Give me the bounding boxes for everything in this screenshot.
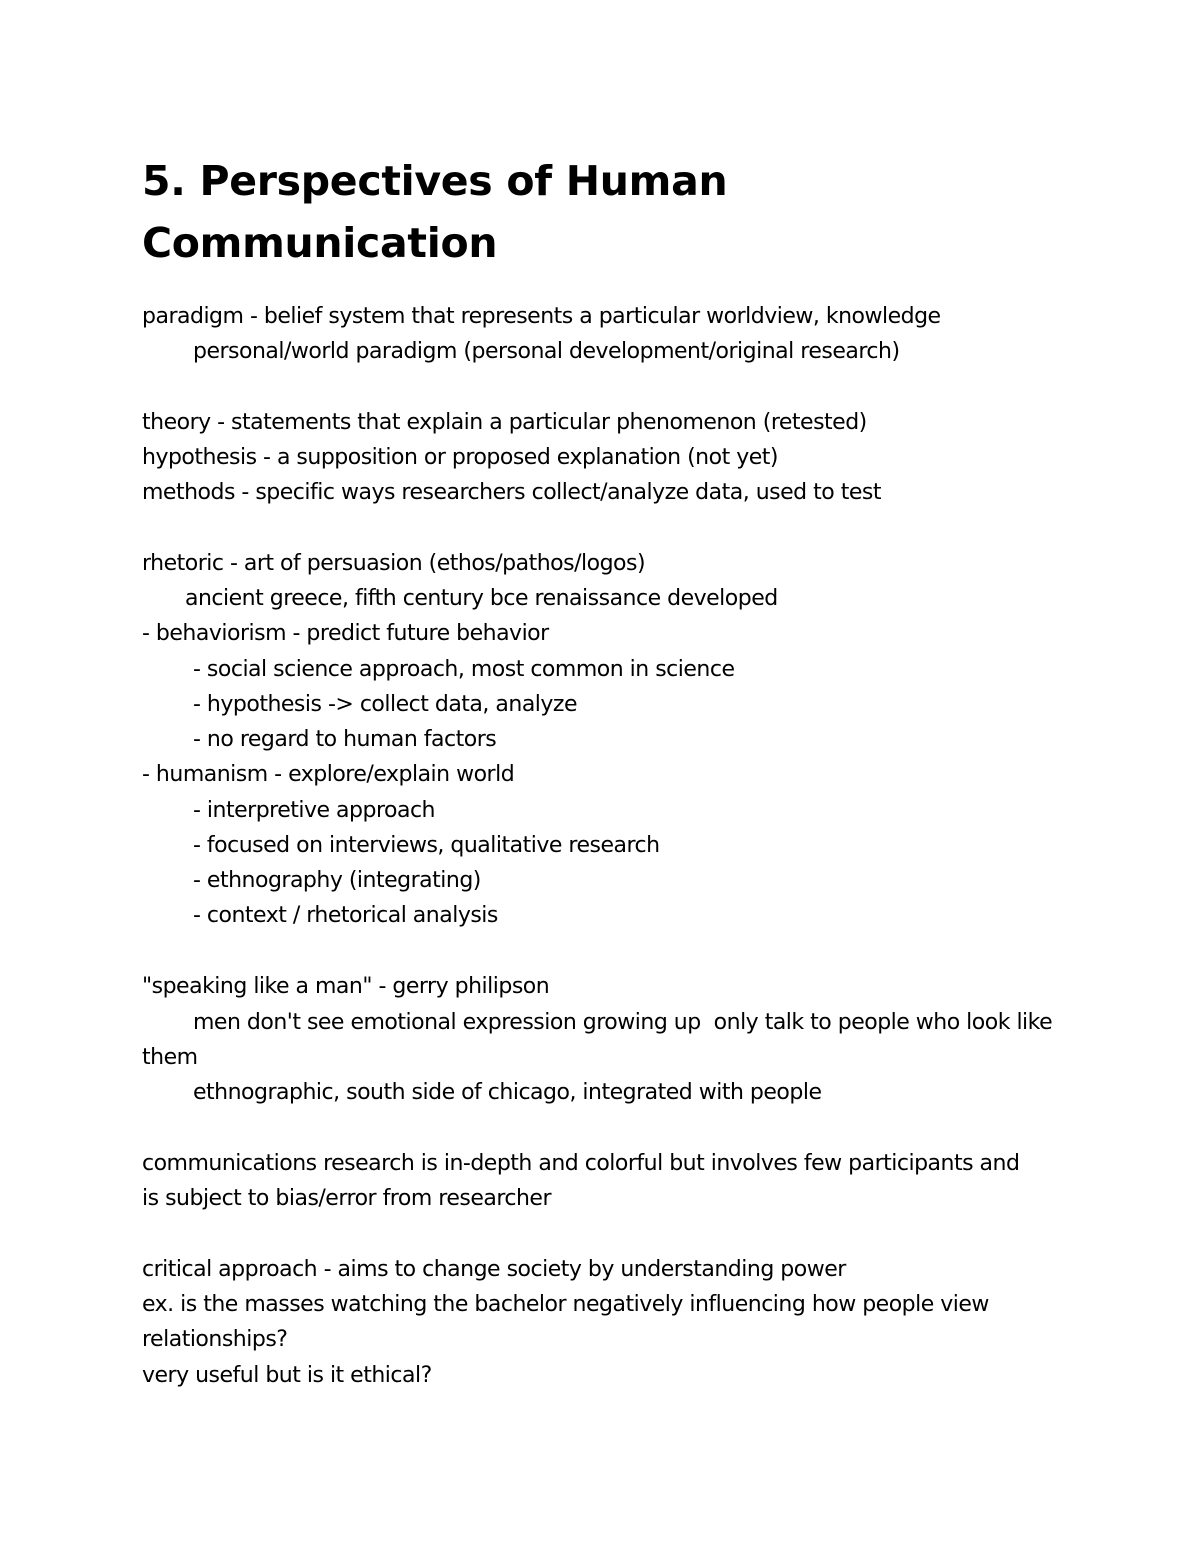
text-line-speaking-detail-2: ethnographic, south side of chicago, integrated with people (193, 1080, 822, 1105)
title-line-2: Communication (142, 219, 498, 267)
text-line-humanism: - humanism - explore/explain world (142, 762, 515, 787)
text-line-behaviorism-point-2: - hypothesis -> collect data, analyze (193, 692, 578, 717)
text-line-speaking-like-a-man: "speaking like a man" - gerry philipson (142, 974, 550, 999)
text-line-behaviorism: - behaviorism - predict future behavior (142, 621, 549, 646)
text-line-critical-example-wrap: relationships? (142, 1327, 288, 1352)
text-line-behaviorism-point-1: - social science approach, most common in science (193, 657, 735, 682)
text-line-humanism-point-1: - interpretive approach (193, 798, 435, 823)
text-line-behaviorism-point-3: - no regard to human factors (193, 727, 497, 752)
text-line-critical-example: ex. is the masses watching the bachelor negatively influencing how people view (142, 1292, 989, 1317)
text-line-critical-ethics: very useful but is it ethical? (142, 1363, 432, 1388)
text-line-humanism-point-3: - ethnography (integrating) (193, 868, 481, 893)
text-line-critical-approach: critical approach - aims to change society by understanding power (142, 1257, 846, 1282)
text-line-speaking-detail-1: men don't see emotional expression growing up only talk to people who look like (193, 1010, 1053, 1035)
text-line-rhetoric-detail: ancient greece, fifth century bce renaissance developed (185, 586, 778, 611)
text-line-theory: theory - statements that explain a particular phenomenon (retested) (142, 410, 867, 435)
text-line-hypothesis: hypothesis - a supposition or proposed explanation (not yet) (142, 445, 778, 470)
text-line-humanism-point-4: - context / rhetorical analysis (193, 903, 498, 928)
text-line-communications-research: communications research is in-depth and colorful but involves few participants and (142, 1151, 1020, 1176)
text-line-humanism-point-2: - focused on interviews, qualitative research (193, 833, 660, 858)
text-line-communications-research-wrap: is subject to bias/error from researcher (142, 1186, 552, 1211)
text-line-methods: methods - specific ways researchers collect/analyze data, used to test (142, 480, 881, 505)
text-line-speaking-detail-1-wrap: them (142, 1045, 198, 1070)
text-line-rhetoric: rhetoric - art of persuasion (ethos/pathos/logos) (142, 551, 646, 576)
title-line-1: 5. Perspectives of Human (142, 157, 728, 205)
text-line-paradigm: paradigm - belief system that represents a particular worldview, knowledge (142, 304, 941, 329)
text-line-paradigm-detail: personal/world paradigm (personal development/original research) (193, 339, 900, 364)
